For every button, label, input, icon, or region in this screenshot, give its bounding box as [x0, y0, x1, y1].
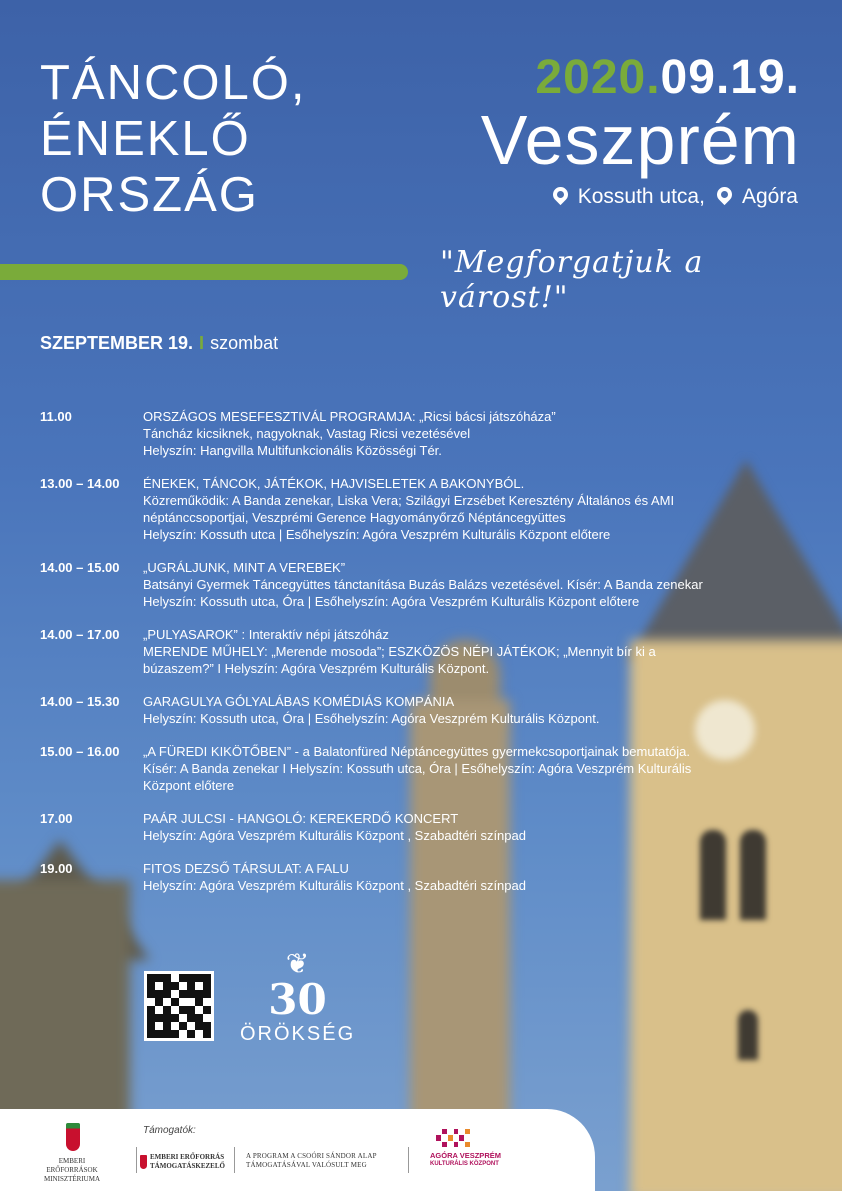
program-time: 11.00 [40, 409, 72, 424]
green-divider-bar [0, 264, 408, 280]
program-line: néptánccsoportjai, Veszprémi Gerence Hagyományőrző Néptáncegyüttes [143, 510, 566, 525]
sponsor-agora-name: AGÓRA VESZPRÉM [430, 1151, 501, 1160]
program-line: „A FÜREDI KIKÖTŐBEN” - a Balatonfüred Néptáncegyüttes gyermekcsoportjainak bemutatója. [143, 744, 690, 759]
sponsor-agora-subtitle: KULTURÁLIS KÖZPONT [430, 1161, 499, 1167]
program-line: Táncház kicsiknek, nagyoknak, Vastag Ricsi vezetésével [143, 426, 471, 441]
sponsors-label: Támogatók: [143, 1125, 196, 1136]
program-line: Kísér: A Banda zenekar I Helyszín: Kossuth utca, Óra | Esőhelyszín: Agóra Veszprém Kulturális [143, 761, 692, 776]
program-line: ÉNEKEK, TÁNCOK, JÁTÉKOK, HAJVISELETEK A BAKONYBÓL. [143, 476, 525, 491]
program-time: 15.00 – 16.00 [40, 744, 120, 759]
program-time: 19.00 [40, 861, 73, 876]
program-line: „PULYASAROK” : Interaktív népi játszóház [143, 627, 389, 642]
slogan: "Megforgatjuk a várost!" [440, 245, 704, 315]
event-date-day: 09.19. [660, 51, 800, 104]
program-line: Helyszín: Agóra Veszprém Kulturális Központ , Szabadtéri színpad [143, 828, 526, 843]
program-line: FITOS DEZSŐ TÁRSULAT: A FALU [143, 861, 349, 876]
location-venue: Agóra [741, 185, 798, 208]
program-line: búzaszem?” I Helyszín: Agóra Veszprém Kulturális Központ. [143, 661, 490, 676]
location-street: Kossuth utca, [577, 185, 705, 208]
program-day-heading [40, 333, 278, 354]
program-line: Helyszín: Kossuth utca, Óra | Esőhelyszín: Agóra Veszprém Kulturális Központ. [143, 711, 600, 726]
program-item [40, 743, 800, 794]
program-time: 14.00 – 15.30 [40, 694, 120, 709]
program-line: Helyszín: Hangvilla Multifunkcionális Közösségi Tér. [143, 443, 442, 458]
title-line: ÉNEKLŐ [40, 112, 251, 166]
program-line: Központ előtere [143, 778, 235, 793]
program-day-separator: I [199, 333, 205, 353]
hungarian-coat-of-arms-icon [66, 1123, 80, 1151]
qr-code-icon[interactable] [144, 971, 214, 1041]
title-line: ORSZÁG [40, 168, 259, 222]
program-line: Helyszín: Agóra Veszprém Kulturális Központ , Szabadtéri színpad [143, 878, 526, 893]
sponsor-agora [430, 1151, 520, 1169]
program-item [40, 626, 800, 677]
event-date-year: 2020. [535, 51, 661, 104]
sponsor-divider [234, 1147, 235, 1173]
poster-title [40, 55, 306, 223]
program-day-date: SZEPTEMBER 19. [40, 333, 194, 353]
sponsor-emet: EMBERI ERŐFORRÁS TÁMOGATÁSKEZELŐ [150, 1153, 225, 1170]
location-pin-icon [714, 183, 735, 204]
program-item [40, 693, 800, 727]
program-item [40, 810, 800, 844]
program-item [40, 860, 800, 894]
logo-number: 30 [268, 975, 327, 1024]
program-day-weekday: szombat [210, 333, 279, 353]
background-window [738, 1010, 758, 1060]
program-line: MERENDE MŰHELY: „Merende mosoda”; ESZKÖZÖS NÉPI JÁTÉKOK; „Mennyit bír ki a [143, 644, 656, 659]
event-city: Veszprém [480, 101, 800, 179]
program-item [40, 408, 800, 459]
location-pin-icon [550, 183, 571, 204]
orokseg-30-logo [240, 950, 355, 1046]
agora-logo-icon [436, 1129, 470, 1147]
program-line: Közreműködik: A Banda zenekar, Liska Vera; Szilágyi Erzsébet Keresztény Általános és AMI [143, 493, 675, 508]
program-line: Helyszín: Kossuth utca, Óra | Esőhelyszín: Agóra Veszprém Kulturális Központ előtere [143, 594, 640, 609]
program-item [40, 475, 800, 543]
program-time: 14.00 – 17.00 [40, 627, 120, 642]
program-list [40, 408, 800, 910]
program-time: 13.00 – 14.00 [40, 476, 120, 491]
program-line: ORSZÁGOS MESEFESZTIVÁL PROGRAMJA: „Ricsi bácsi játszóháza” [143, 409, 556, 424]
program-time: 14.00 – 15.00 [40, 560, 120, 575]
title-line: TÁNCOLÓ, [40, 56, 307, 110]
sponsor-csoori: A PROGRAM A CSOÓRI SÁNDOR ALAP TÁMOGATÁSÁVAL VALÓSULT MEG [246, 1152, 377, 1169]
program-line: PAÁR JULCSI - HANGOLÓ: KEREKERDŐ KONCERT [143, 811, 459, 826]
program-time: 17.00 [40, 811, 73, 826]
program-item [40, 559, 800, 610]
program-line: „UGRÁLJUNK, MINT A VEREBEK” [143, 560, 346, 575]
small-coat-of-arms-icon [140, 1155, 147, 1169]
program-line: GARAGULYA GÓLYALÁBAS KOMÉDIÁS KOMPÁNIA [143, 694, 455, 709]
program-line: Helyszín: Kossuth utca | Esőhelyszín: Agóra Veszprém Kulturális Központ előtere [143, 527, 611, 542]
program-line: Batsányi Gyermek Táncegyüttes tánctanítása Buzás Balázs vezetésével. Kísér: A Banda zenekar [143, 577, 703, 592]
sponsor-divider [136, 1147, 137, 1173]
sponsor-divider [408, 1147, 409, 1173]
event-date [535, 50, 800, 105]
sponsors-footer [0, 1109, 595, 1191]
sponsor-ministry: EMBERI ERŐFORRÁSOK MINISZTÉRIUMA [44, 1157, 100, 1183]
ornament-icon: ❦ [285, 948, 310, 979]
event-location [553, 185, 798, 209]
logo-word: ÖRÖKSÉG [240, 1023, 356, 1045]
